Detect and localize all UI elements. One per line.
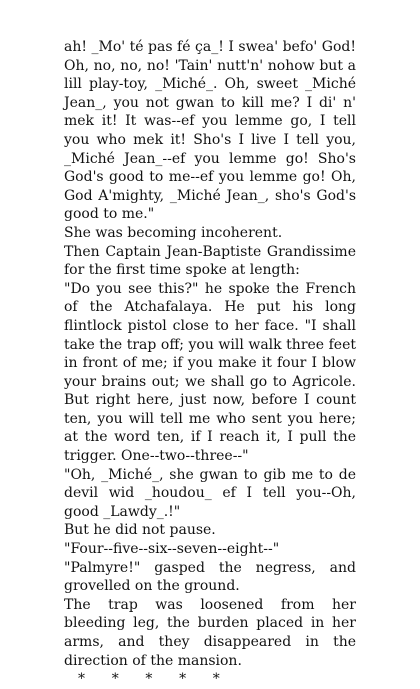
paragraph-captain-speaks: Then Captain Jean-Baptiste Grandissime for the first time spoke at length:	[64, 243, 356, 279]
paragraph-counting: "Four--five--six--seven--eight--"	[64, 541, 280, 558]
paragraph-incoherent: She was becoming incoherent.	[64, 224, 283, 241]
paragraph-palmyre: "Palmyre!" gasped the negress, and grovelled on the ground.	[64, 559, 356, 595]
paragraph-houdou: "Oh, _Miché_, she gwan to gib me to de devil wid _houdou_ ef I tell you--Oh, good _Lawdy_.!"	[64, 466, 356, 520]
paragraph-pistol-threat: "Do you see this?" he spoke the French of the Atchafalaya. He put his long flintlock pistol close to her face. "I shall take the trap off; you will walk three feet in front of me; if you make it four I blow your brains out; we shall go to Agricole. But right here, just now, before I count ten, you will tell me who sent you here; at the word ten, if I reach it, I pull the trigger. One--two--three--"	[64, 280, 356, 465]
page-text	[64, 38, 356, 689]
paragraph-trap-loosened: The trap was loosened from her bleeding leg, the burden placed in her arms, and they disappeared in the direction of the mansion.	[64, 596, 356, 669]
section-separator: * * * * *	[78, 671, 220, 688]
paragraph-plea: ah! _Mo' té pas fé ça_! I swea' befo' God! Oh, no, no, no! 'Tain' nutt'n' nohow but a lill play-toy, _Miché_. Oh, sweet _Miché Jean_, you not gwan to kill me? I di' n' mek it! It was--ef you lemme go, I tell you who mek it! Sho's I live I tell you, _Miché Jean_--ef you lemme go! Sho's God's good to me--ef you lemme go! Oh, God A'mighty, _Miché Jean_, sho's God's good to me."	[64, 39, 356, 223]
paragraph-no-pause: But he did not pause.	[64, 522, 216, 539]
